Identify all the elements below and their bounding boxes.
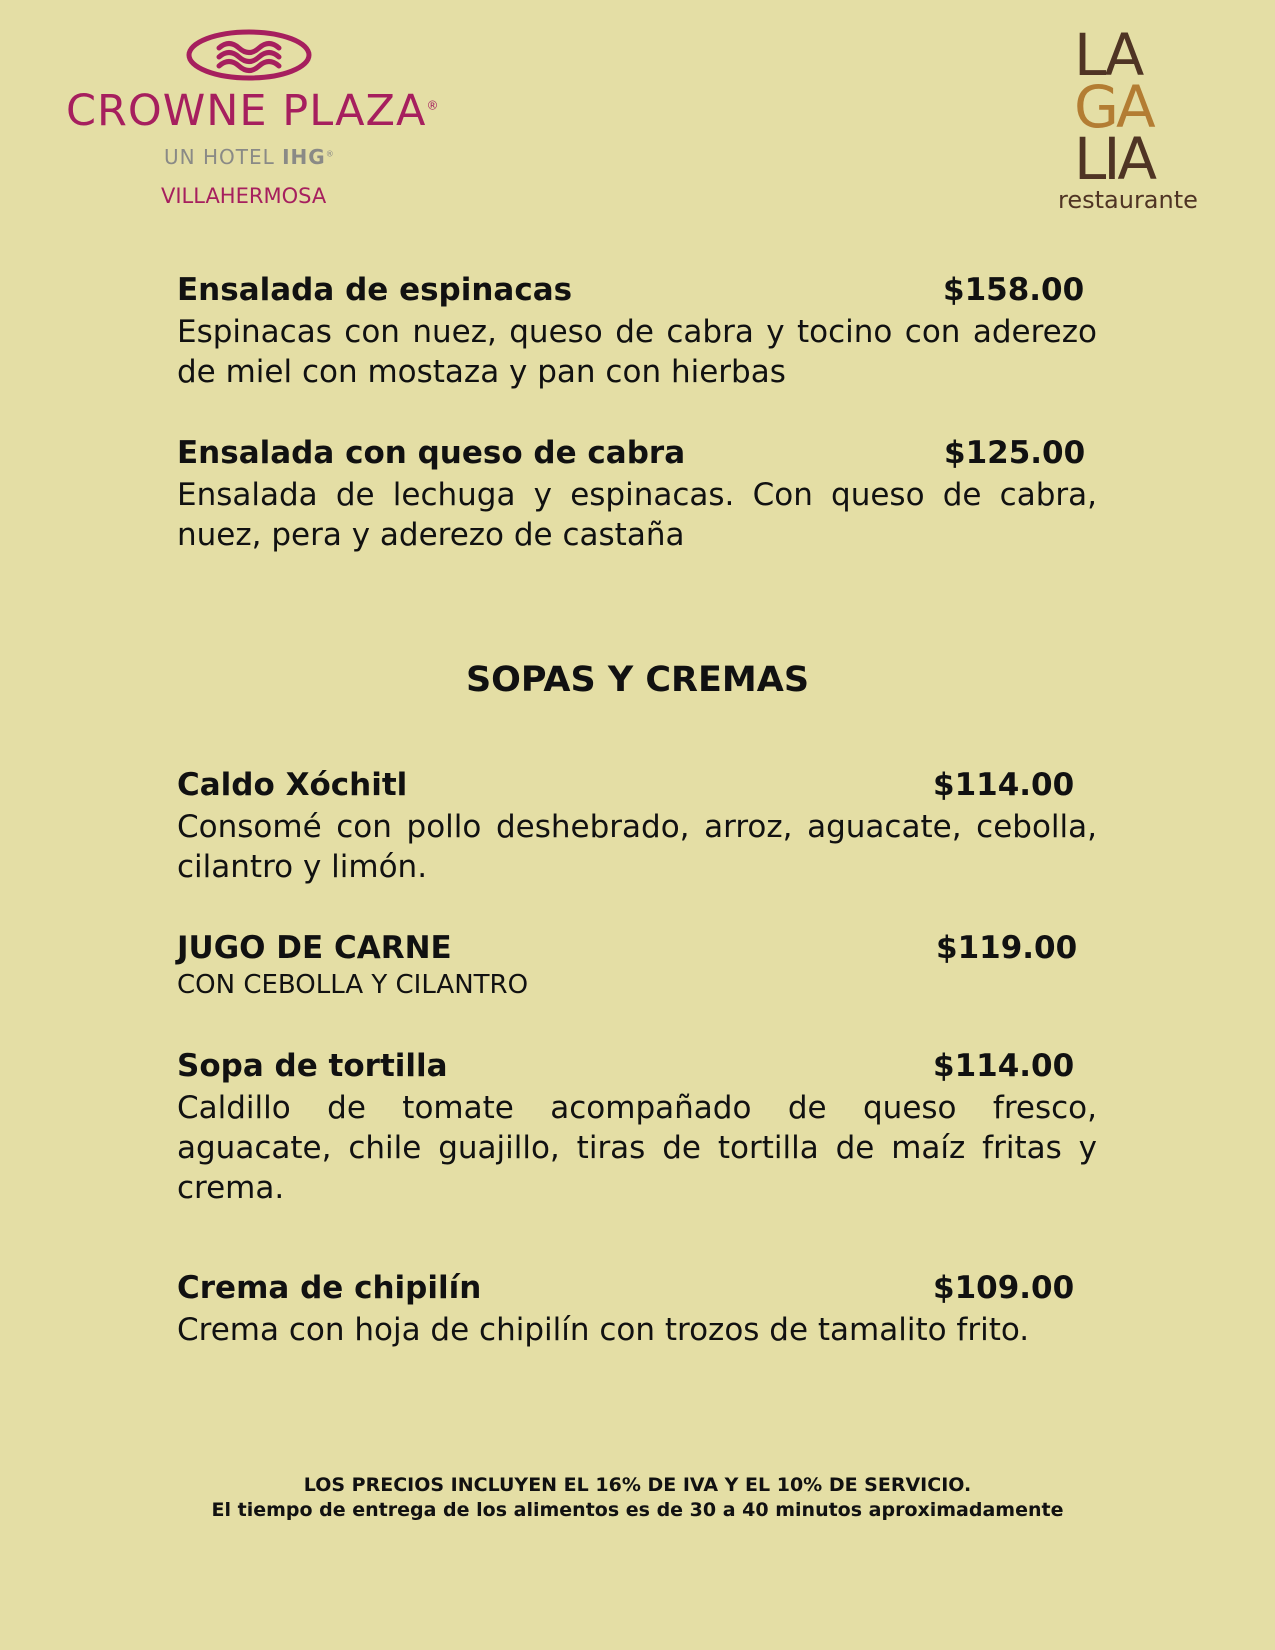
logo-line-la: LA	[1074, 21, 1142, 89]
item-price: $125.00	[944, 435, 1086, 471]
item-price: $114.00	[933, 1048, 1075, 1084]
item-description: CON CEBOLLA Y CILANTRO	[177, 970, 529, 1000]
item-description: Espinacas con nuez, queso de cabra y tocino con aderezo de miel con mostaza y pan con hierbas	[177, 314, 1097, 390]
item-name: Ensalada de espinacas	[177, 272, 573, 308]
footer-delivery-note: El tiempo de entrega de los alimentos es de 30 a 40 minutos aproximadamente	[211, 1499, 1064, 1521]
logo-line-lia: LIA	[1074, 125, 1155, 193]
item-price: $109.00	[933, 1270, 1075, 1306]
item-description: Crema con hoja de chipilín con trozos de tamalito frito.	[177, 1312, 1030, 1348]
item-name: Crema de chipilín	[177, 1270, 482, 1306]
section-title: SOPAS Y CREMAS	[465, 660, 810, 700]
logo-line-ga: GA	[1074, 73, 1153, 141]
item-price: $158.00	[943, 272, 1085, 308]
item-description: Caldillo de tomate acompañado de queso fresco, aguacate, chile guajillo, tiras de tortilla de maíz fritas y crema.	[177, 1090, 1097, 1206]
hotel-name: CROWNE PLAZA®	[66, 86, 440, 136]
hotel-city: VILLAHERMOSA	[161, 184, 327, 208]
footer-taxes-note: LOS PRECIOS INCLUYEN EL 16% DE IVA Y EL 10% DE SERVICIO.	[303, 1474, 972, 1496]
crowne-plaza-wave-icon	[185, 28, 313, 84]
item-price: $114.00	[933, 767, 1075, 803]
item-description: Ensalada de lechuga y espinacas. Con queso de cabra, nuez, pera y aderezo de castaña	[177, 477, 1097, 553]
item-name: Ensalada con queso de cabra	[177, 435, 686, 471]
la-galia-logo	[1052, 22, 1212, 222]
crowne-plaza-logo	[60, 26, 450, 216]
item-name: Sopa de tortilla	[177, 1048, 448, 1084]
hotel-subtitle: UN HOTEL IHG®	[164, 145, 335, 169]
item-price: $119.00	[936, 930, 1078, 966]
logo-restaurante: restaurante	[1058, 186, 1198, 214]
item-name: Caldo Xóchitl	[177, 767, 408, 803]
item-description: Consomé con pollo deshebrado, arroz, aguacate, cebolla, cilantro y limón.	[177, 809, 1097, 885]
item-name: JUGO DE CARNE	[177, 930, 452, 966]
